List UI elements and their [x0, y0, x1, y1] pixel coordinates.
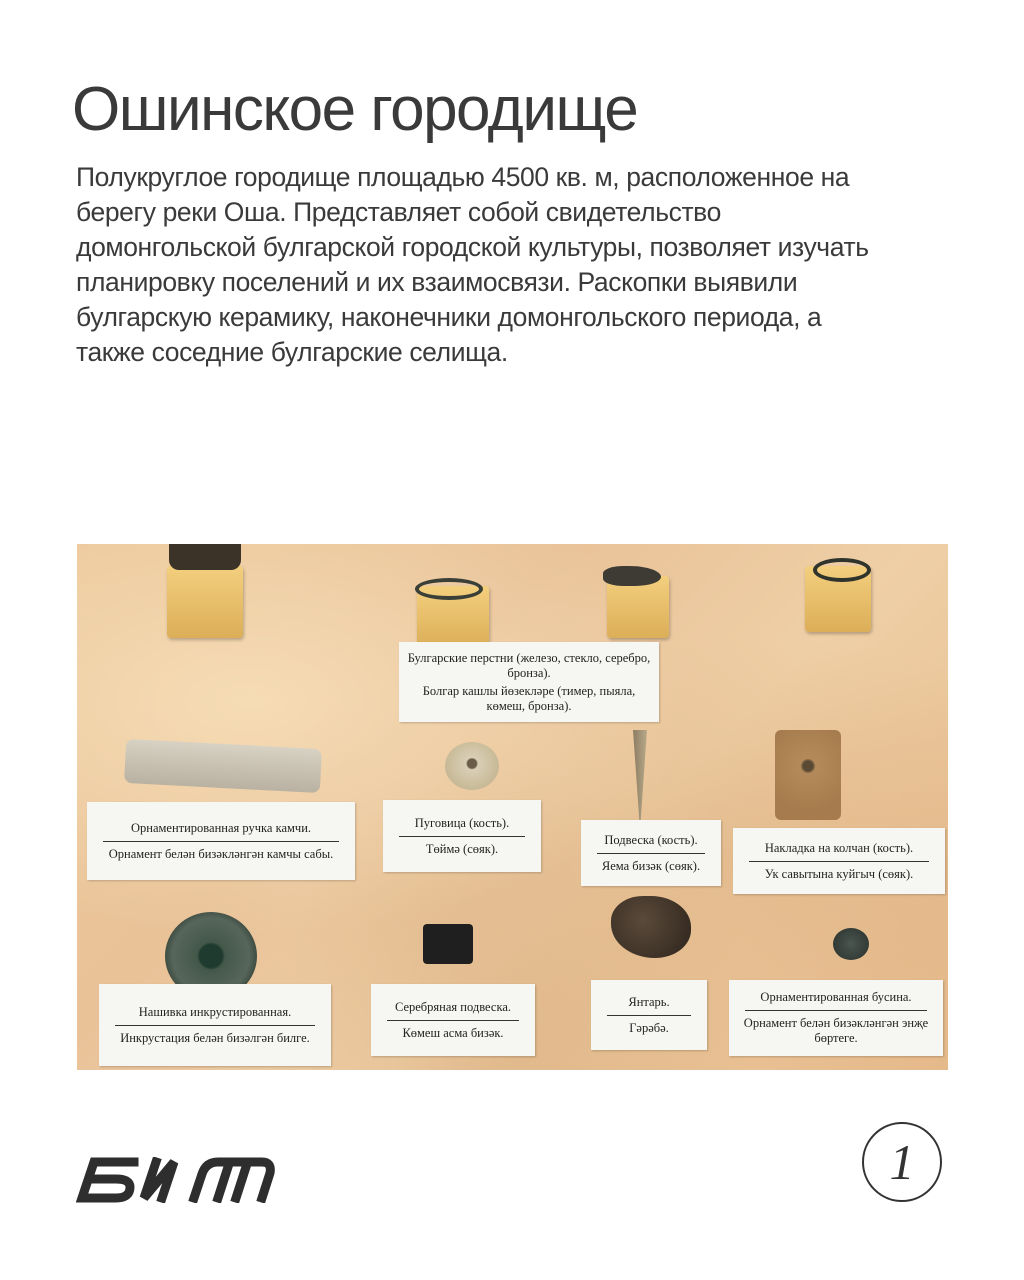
- whip-handle-artifact: [124, 739, 322, 793]
- label-text-tt: Орнамент белән бизәкләнгән камчы сабы.: [108, 846, 334, 861]
- amber-artifact: [611, 896, 691, 958]
- label-text-tt: Ук савытына куйгыч (сөяк).: [764, 866, 914, 881]
- bit-logo: [76, 1157, 276, 1208]
- silver-pendant-artifact: [423, 924, 473, 964]
- label-text-ru: Серебряная подвеска.: [394, 999, 512, 1014]
- ring-artifact: [169, 544, 241, 570]
- label-text-ru: Нашивка инкрустированная.: [138, 1004, 292, 1019]
- label-whip: [87, 802, 355, 880]
- ring-artifact: [415, 578, 483, 600]
- ring-artifact: [603, 566, 661, 586]
- quiver-plate-artifact: [775, 730, 841, 820]
- label-text-tt: Төймә (сөяк).: [425, 841, 499, 856]
- ring-stand: [167, 566, 243, 638]
- page-number-badge: 1: [862, 1122, 942, 1202]
- bead-artifact: [833, 928, 869, 960]
- label-text-tt: Яема бизәк (сөяк).: [601, 858, 701, 873]
- label-text-ru: Подвеска (кость).: [604, 832, 698, 847]
- label-text-ru: Булгарские перстни (железо, стекло, серебро, бронза).: [407, 650, 651, 680]
- bit-logo-mark: [76, 1157, 276, 1203]
- ring-artifact: [813, 558, 871, 582]
- label-pendant: [581, 820, 721, 886]
- label-rings: [399, 642, 659, 722]
- page-title: Ошинское городище: [72, 75, 638, 144]
- label-text-tt: Гәрәбә.: [629, 1020, 669, 1035]
- museum-photo: [77, 544, 948, 1070]
- label-bead: [729, 980, 943, 1056]
- label-text-tt: Орнамент белән бизәкләнгән энҗе бөртеге.: [743, 1016, 929, 1045]
- label-quiver: [733, 828, 945, 894]
- label-text-ru: Пуговица (кость).: [414, 815, 510, 830]
- label-patch: [99, 984, 331, 1066]
- label-text-ru: Орнаментированная ручка камчи.: [130, 820, 312, 835]
- label-text-ru: Янтарь.: [628, 994, 670, 1009]
- label-amber: [591, 980, 707, 1050]
- label-text-tt: Болгар кашлы йөзекләре (тимер, пыяла, көмеш, бронза).: [422, 683, 636, 713]
- button-artifact: [445, 742, 499, 790]
- label-button: [383, 800, 541, 872]
- pendant-artifact: [633, 730, 647, 820]
- description-text: Полукруглое городище площадью 4500 кв. м, расположенное на берегу реки Оша. Представляет собой свидетельство домонгольской булгарской городской культуры, позволяет изучать планировку поселений и их взаимосвязи. Раскопки выявили булгарскую керамику, наконечники домонгольского периода, а также соседние булгарские селища.: [76, 162, 869, 367]
- label-text-ru: Орнаментированная бусина.: [760, 990, 912, 1004]
- label-text-ru: Накладка на колчан (кость).: [764, 840, 914, 855]
- label-text-tt: Инкрустация белән бизәлгән билге.: [120, 1030, 310, 1045]
- label-text-tt: Көмеш асма бизәк.: [402, 1025, 504, 1040]
- label-silver-pendant: [371, 984, 535, 1056]
